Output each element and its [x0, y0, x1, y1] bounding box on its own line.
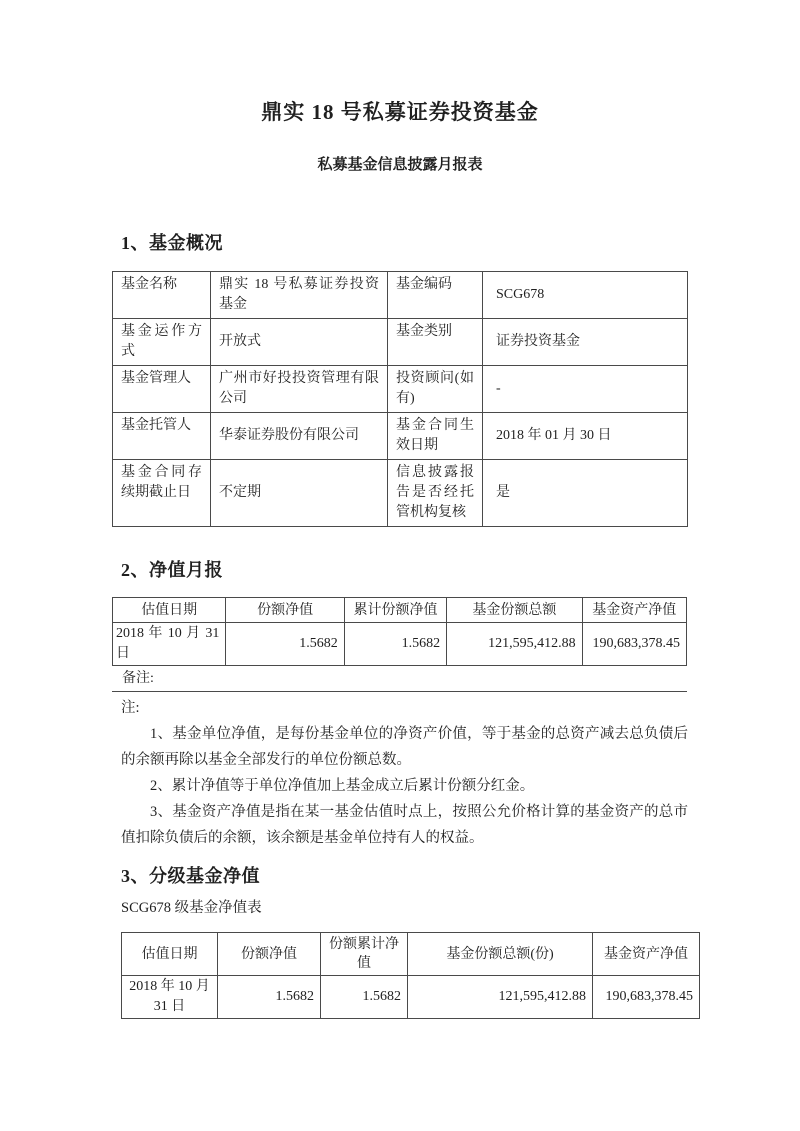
nav-monthly-table — [112, 597, 687, 666]
section-2-heading: 2、净值月报 — [121, 560, 223, 580]
document-body — [112, 230, 693, 1019]
field-label: 基金类别 — [388, 319, 483, 366]
cumulative-nav: 1.5682 — [344, 623, 446, 666]
column-header: 基金资产净值 — [582, 598, 686, 623]
note-item: 3、基金资产净值是指在某一基金估值时点上，按照公允价格计算的基金资产的总市值扣除负债后的余额，该余额是基金单位持有人的权益。 — [121, 804, 688, 846]
field-value: 鼎实 18 号私募证券投资基金 — [211, 272, 388, 319]
table-header-row — [122, 933, 700, 976]
field-label: 基金编码 — [388, 272, 483, 319]
table-row — [113, 413, 688, 460]
notes-block — [121, 695, 688, 851]
total-shares: 121,595,412.88 — [408, 976, 593, 1019]
table-header-row — [113, 598, 687, 623]
graded-table-caption: SCG678 级基金净值表 — [121, 900, 262, 916]
field-label: 基金托管人 — [113, 413, 211, 460]
table-row — [113, 460, 688, 527]
field-label: 基金合同生效日期 — [388, 413, 483, 460]
field-value: 华泰证券股份有限公司 — [211, 413, 388, 460]
field-value: 2018 年 01 月 30 日 — [483, 413, 688, 460]
field-value: 不定期 — [211, 460, 388, 527]
total-net-assets: 190,683,378.45 — [582, 623, 686, 666]
field-label: 投资顾问(如有) — [388, 366, 483, 413]
nav-per-share: 1.5682 — [226, 623, 344, 666]
field-value: 广州市好投投资管理有限公司 — [211, 366, 388, 413]
cumulative-nav: 1.5682 — [321, 976, 408, 1019]
field-value: - — [483, 366, 688, 413]
field-label: 信息披露报告是否经托管机构复核 — [388, 460, 483, 527]
field-value: 开放式 — [211, 319, 388, 366]
column-header: 份额净值 — [226, 598, 344, 623]
table-row — [113, 272, 688, 319]
total-shares: 121,595,412.88 — [447, 623, 582, 666]
column-header: 基金份额总额(份) — [408, 933, 593, 976]
section-1-heading: 1、基金概况 — [121, 233, 223, 253]
notes-label: 注: — [121, 700, 140, 716]
note-item: 1、基金单位净值，是每份基金单位的净资产价值，等于基金的总资产减去总负债后的余额再除以基金全部发行的单位份额总数。 — [121, 726, 688, 768]
remark-label: 备注: — [112, 666, 687, 692]
column-header: 份额累计净值 — [321, 933, 408, 976]
valuation-date: 2018 年 10 月 31 日 — [122, 976, 218, 1019]
column-header: 累计份额净值 — [344, 598, 446, 623]
fund-overview-table — [112, 271, 688, 527]
graded-nav-table — [121, 932, 700, 1019]
document-subtitle: 私募基金信息披露月报表 — [317, 157, 483, 173]
table-row — [122, 976, 700, 1019]
nav-per-share: 1.5682 — [218, 976, 321, 1019]
field-value: 是 — [483, 460, 688, 527]
table-row — [113, 366, 688, 413]
note-item: 2、累计净值等于单位净值加上基金成立后累计份额分红金。 — [150, 778, 535, 794]
field-label: 基金名称 — [113, 272, 211, 319]
total-net-assets: 190,683,378.45 — [593, 976, 700, 1019]
field-value: 证券投资基金 — [483, 319, 688, 366]
document-title: 鼎实 18 号私募证券投资基金 — [261, 100, 539, 124]
field-label: 基金运作方式 — [113, 319, 211, 366]
table-row — [113, 319, 688, 366]
field-label: 基金合同存续期截止日 — [113, 460, 211, 527]
field-value: SCG678 — [483, 272, 688, 319]
table-row — [113, 623, 687, 666]
field-label: 基金管理人 — [113, 366, 211, 413]
column-header: 份额净值 — [218, 933, 321, 976]
column-header: 基金资产净值 — [593, 933, 700, 976]
column-header: 估值日期 — [122, 933, 218, 976]
section-3-heading: 3、分级基金净值 — [121, 866, 260, 886]
column-header: 估值日期 — [113, 598, 226, 623]
column-header: 基金份额总额 — [447, 598, 582, 623]
valuation-date: 2018 年 10 月 31 日 — [113, 623, 226, 666]
